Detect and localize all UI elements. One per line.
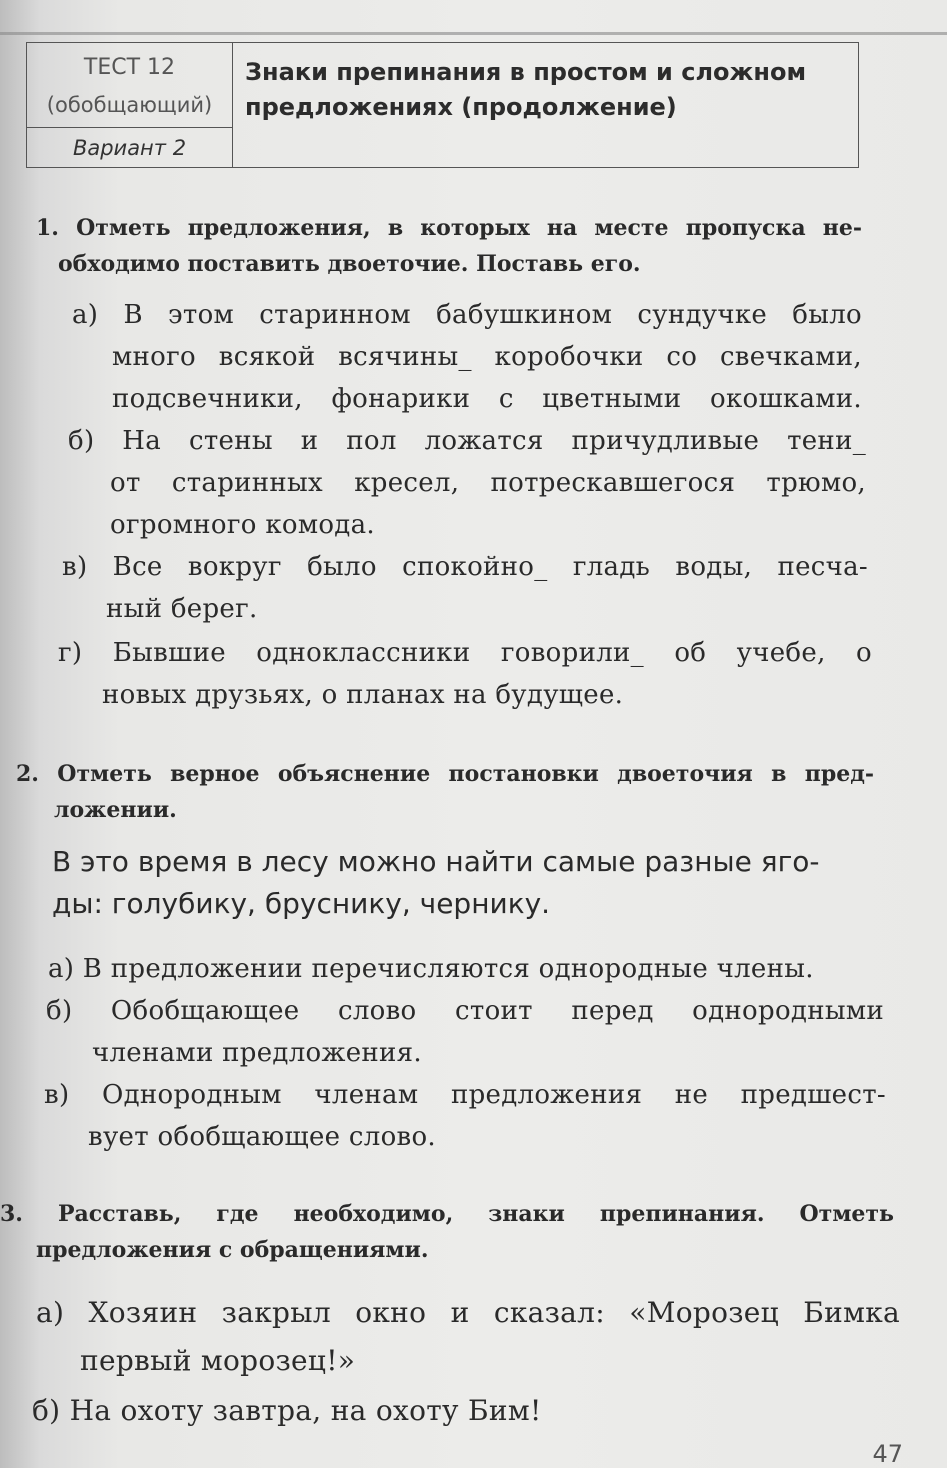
q1-option-d-line-1: г) Бывшие одноклассники говорили_ об учебе, о — [58, 638, 872, 668]
test-label: ТЕСТ 12 — [83, 55, 176, 80]
q1-option-a-line-3: подсвечники, фонарики с цветными окошками. — [112, 384, 862, 414]
page-title — [245, 55, 855, 125]
q3-option-a-line-1: а) Хозяин закрыл окно и сказал: «Морозец Бимка — [36, 1296, 900, 1329]
q1-option-a-line-2: много всякой всячины_ коробочки со свечками, — [112, 342, 862, 372]
q2-option-b-line-2: членами предложения. — [92, 1038, 422, 1068]
q2-option-c-line-2: вует обобщающее слово. — [88, 1122, 436, 1152]
q2-prompt-line-1: 2. Отметь верное объяснение постановки двоеточия в пред- — [16, 761, 874, 787]
q3-prompt-line-1: 3. Расставь, где необходимо, знаки препинания. Отметь — [0, 1201, 894, 1227]
q2-example-line-2: ды: голубику, бруснику, чернику. — [52, 887, 551, 920]
variant-label: Вариант 2 — [27, 127, 232, 167]
q2-option-b-line-1: б) Обобщающее слово стоит перед однородными — [46, 996, 884, 1026]
q2-prompt-line-2: ложении. — [54, 797, 177, 823]
header-table — [26, 42, 859, 168]
q2-option-a: а) В предложении перечисляются однородные члены. — [48, 954, 814, 984]
page-number: 47 — [872, 1440, 903, 1468]
q3-prompt — [0, 1196, 894, 1268]
header-left-cell — [27, 43, 233, 167]
q2-example-line-1: В это время в лесу можно найти самые разные яго- — [52, 845, 820, 878]
q1-prompt-line-2: обходимо поставить двоеточие. Поставь его. — [58, 251, 641, 277]
title-line-2: предложениях (продолжение) — [245, 93, 677, 121]
q3-prompt-line-2: предложения с обращениями. — [36, 1237, 429, 1263]
q1-option-c-line-2: ный берег. — [106, 594, 258, 624]
q1-prompt-line-1: 1. Отметь предложения, в которых на месте пропуска не- — [36, 215, 862, 241]
q2-option-c-line-1: в) Однородным членам предложения не предшест- — [44, 1080, 886, 1110]
q1-option-c-line-1: в) Все вокруг было спокойно_ гладь воды, песча- — [62, 552, 868, 582]
test-subtitle: (обобщающий) — [46, 93, 213, 117]
q3-option-b: б) На охоту завтра, на охоту Бим! — [32, 1394, 542, 1427]
q1-option-b-line-3: огромного комода. — [110, 510, 375, 540]
top-rule — [0, 32, 947, 35]
q1-option-a-line-1: а) В этом старинном бабушкином сундучке было — [72, 300, 862, 330]
q1-option-d-line-2: новых друзьях, о планах на будущее. — [102, 680, 624, 710]
q3-option-a-line-2: первый морозец!» — [80, 1344, 356, 1377]
title-line-1: Знаки препинания в простом и сложном — [245, 58, 807, 86]
q2-prompt — [16, 756, 874, 828]
q1-option-b-line-1: б) На стены и пол ложатся причудливые тени_ — [68, 426, 866, 456]
q1-prompt — [36, 210, 862, 282]
q1-option-b-line-2: от старинных кресел, потрескавшегося трюмо, — [110, 468, 866, 498]
